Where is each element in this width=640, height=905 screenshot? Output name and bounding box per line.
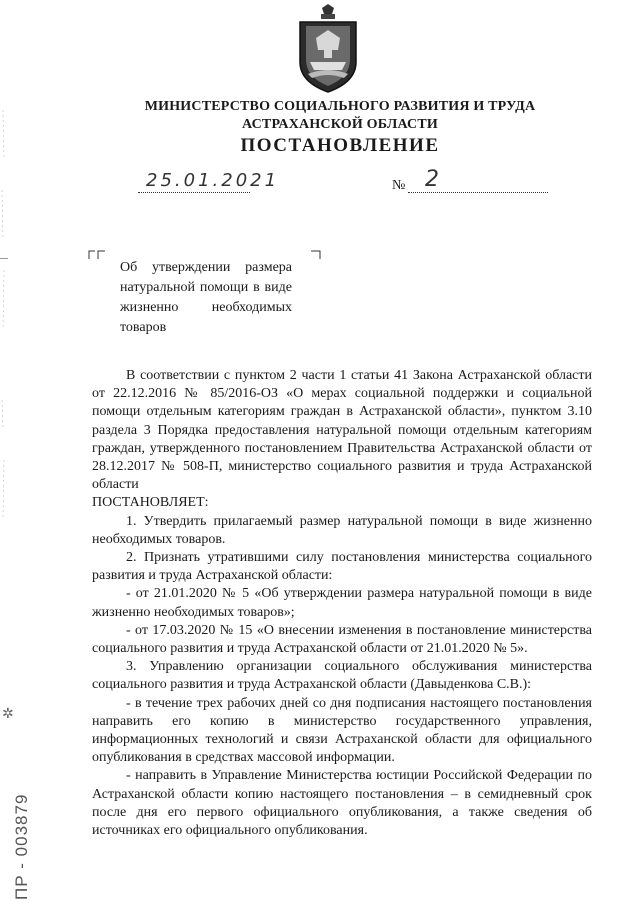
margin-star-icon: ✲ <box>2 706 14 722</box>
ministry-name-line1: МИНИСТЕРСТВО СОЦИАЛЬНОГО РАЗВИТИЯ И ТРУДА <box>144 99 536 114</box>
number-label: № <box>392 178 406 193</box>
date-underline <box>138 192 250 193</box>
item-2: 2. Признать утратившими силу постановления министерства социального развития и труда Астраханской области: <box>92 550 592 584</box>
document-type-title: ПОСТАНОВЛЕНИЕ <box>240 135 440 156</box>
scan-margin-noise <box>0 100 10 880</box>
item-2-b: - от 17.03.2020 № 15 «О внесении изменения в постановление министерства социального развития и труда Астраханской области от 21.01.2020 № 5». <box>92 622 592 657</box>
item-1: 1. Утвердить прилагаемый размер натуральной помощи в виде жизненно необходимых товаров. <box>92 513 592 547</box>
item-3: 3. Управлению организации социального обслуживания министерства социального развития и труда Астраханской области (Давыденкова С.В.): <box>92 659 592 693</box>
document-date: 25.01.2021 <box>146 170 280 191</box>
margin-serial-number: ПР - 003879 <box>12 793 31 900</box>
item-3-a: - в течение трех рабочих дней со дня подписания настоящего постановления направить его копию в министерство государственного управления, информационных технологий и связи Астраханской области для официального опубликования в средствах массовой информации. <box>92 695 592 766</box>
subject-bracket-right <box>310 250 322 260</box>
item-2-a: - от 21.01.2020 № 5 «Об утверждении размера натуральной помощи в виде жизненно необходимых товаров»; <box>92 586 592 620</box>
number-underline <box>408 192 548 193</box>
document-number: 2 <box>425 167 439 192</box>
ministry-name-line2: АСТРАХАНСКОЙ ОБЛАСТИ <box>241 117 438 132</box>
document-body <box>92 367 592 840</box>
subject-bracket-left <box>88 250 106 260</box>
preamble-paragraph: В соответствии с пунктом 2 части 1 статьи 41 Закона Астраханской области от 22.12.2016 № 85/2016-ОЗ «О мерах социальной поддержки и социальной помощи отдельным категориям граждан в Астраханской области», пунктом 3.10 раздела 3 Порядка предоставления натуральной помощи отдельным категориям граждан, утвержденного постановлением Правительства Астраханской области от 28.12.2017 № 508-П, министерство социального развития и труда Астраханской области <box>92 368 592 493</box>
item-3-b: - направить в Управление Министерства юстиции Российской Федерации по Астраханской области копию настоящего постановления – в семидневный срок после дня его первого официального опубликования, а также сведения об источниках его официального опубликования. <box>92 768 592 839</box>
margin-tick-mark <box>0 258 8 259</box>
document-subject: Об утверждении размера натуральной помощи в виде жизненно необходимых товаров <box>120 260 292 335</box>
coat-of-arms-emblem <box>294 4 362 94</box>
resolves-heading: ПОСТАНОВЛЯЕТ: <box>92 495 209 511</box>
